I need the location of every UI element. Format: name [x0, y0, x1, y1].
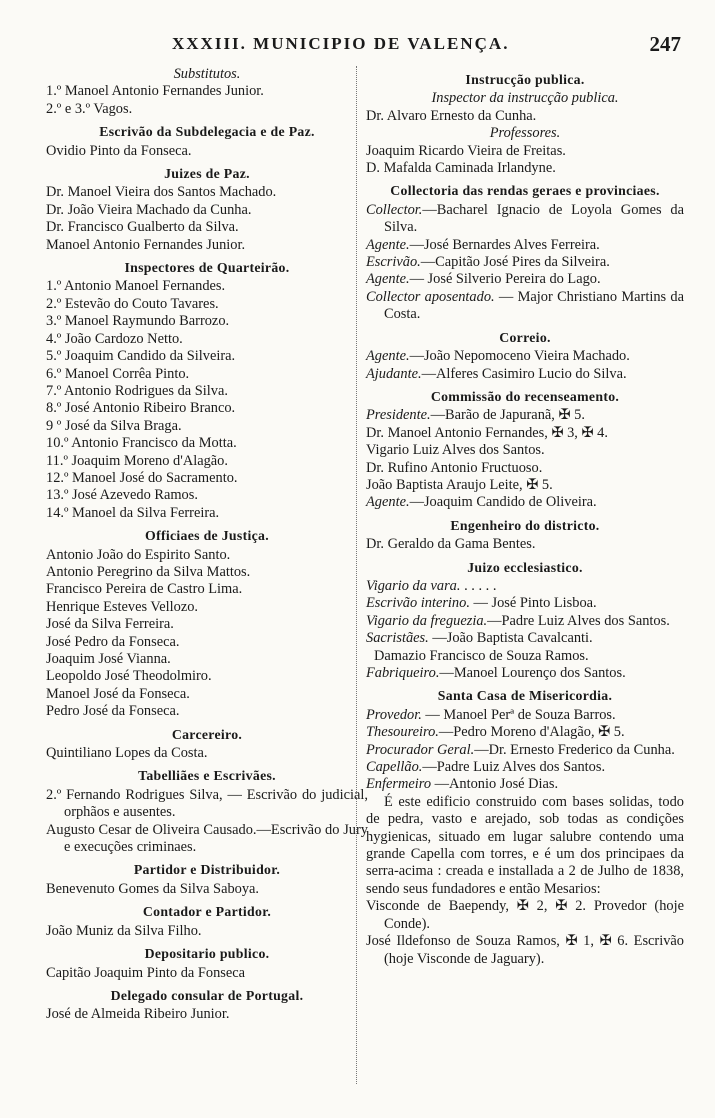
- page-header: [0, 34, 715, 58]
- list-item: Capitão Joaquim Pinto da Fonseca: [46, 964, 246, 981]
- section-heading: Depositario publico.: [144, 946, 270, 962]
- list-item: 11.º Joaquim Moreno d'Alagão.: [46, 452, 228, 469]
- subsection-heading: Inspector da instrucção publica.: [431, 90, 619, 107]
- list-item: Ovidio Pinto da Fonseca.: [46, 142, 192, 159]
- role-holder: —Alferes Casimiro Lucio do Silva.: [421, 365, 627, 382]
- role-entry: [366, 289, 684, 324]
- role-holder: —Capitão José Pires da Silveira.: [420, 254, 610, 271]
- list-item: 14.º Manoel da Silva Ferreira.: [46, 504, 220, 521]
- right-column: [366, 66, 684, 968]
- role-label: Agente.: [366, 348, 410, 365]
- list-item: Joaquim Ricardo Vieira de Freitas.: [366, 142, 566, 159]
- list-item: Antonio João do Espirito Santo.: [46, 546, 231, 563]
- page-title: XXXIII. MUNICIPIO DE VALENÇA.: [172, 34, 510, 53]
- role-holder: —Barão de Japuranã, ✠ 5.: [430, 407, 585, 424]
- role-entry: [366, 595, 684, 612]
- list-item: 2.º Estevão do Couto Tavares.: [46, 295, 219, 312]
- section-heading: Officiaes de Justiça.: [145, 528, 269, 544]
- description-paragraph: É este edificio construido com bases solidas, todo de pedra, vasto e arejado, sob todas as condições hygienicas, situado em lugar salubre contendo uma grande Capella com torres, e é um dos principaes da serra-acima : creada e installada a 2 de Julho de 1838, sendo seus fundadores e então Mesarios:: [366, 793, 684, 897]
- role-holder: —Bacharel Ignacio de Loyola Gomes da Silva.: [384, 201, 684, 236]
- section-heading: Tabelliães e Escrivães.: [138, 768, 276, 784]
- section-heading: Inspectores de Quarteirão.: [124, 260, 290, 276]
- list-item: Francisco Pereira de Castro Lima.: [46, 581, 243, 598]
- list-item: João Muniz da Silva Filho.: [46, 922, 202, 939]
- role-holder: —João Nepomoceno Vieira Machado.: [409, 348, 630, 365]
- role-entry: [366, 271, 684, 288]
- list-item: 4.º João Cardozo Netto.: [46, 330, 183, 347]
- role-entry: [366, 237, 684, 254]
- role-entry: [366, 776, 684, 793]
- role-label: Presidente.: [366, 407, 431, 424]
- role-holder: —Manoel Lourenço dos Santos.: [439, 665, 626, 681]
- list-item: Dr. Geraldo da Gama Bentes.: [366, 536, 536, 553]
- section-heading: Carcereiro.: [171, 726, 243, 742]
- role-label: Escrivão.: [366, 254, 421, 271]
- list-item: José de Almeida Ribeiro Junior.: [46, 1006, 230, 1023]
- role-holder: —Pedro Moreno d'Alagão, ✠ 5.: [438, 724, 625, 741]
- role-holder: —João Baptista Cavalcanti.: [428, 630, 593, 647]
- list-item: Quintiliano Lopes da Costa.: [46, 745, 208, 762]
- role-holder: —José Bernardes Alves Ferreira.: [409, 236, 600, 253]
- list-item: José da Silva Ferreira.: [46, 616, 174, 633]
- role-holder: —Joaquim Candido de Oliveira.: [409, 494, 597, 511]
- role-entry: [366, 254, 684, 271]
- list-item: 1.º Antonio Manoel Fernandes.: [46, 278, 226, 295]
- role-label: Vigario da vara.: [366, 577, 461, 594]
- role-entry: [366, 742, 684, 759]
- list-item: 5.º Joaquim Candido da Silveira.: [46, 348, 236, 365]
- role-holder: —Antonio José Dias.: [431, 776, 559, 793]
- role-holder: . . . . .: [460, 577, 497, 594]
- list-item: Visconde de Baependy, ✠ 2, ✠ 2. Provedor (hoje Conde).: [366, 898, 684, 932]
- role-entry: [366, 578, 684, 595]
- section-heading: Escrivão da Subdelegacia e de Paz.: [99, 124, 315, 140]
- role-label: Collector aposentado.: [366, 288, 495, 305]
- role-entry: [366, 202, 684, 237]
- list-item: Pedro José da Fonseca.: [46, 703, 180, 720]
- role-entry: [366, 348, 684, 365]
- list-item: Antonio Peregrino da Silva Mattos.: [46, 563, 251, 580]
- page-number: 247: [649, 32, 681, 56]
- role-label: Thesoureiro.: [366, 724, 439, 741]
- role-label: Escrivão interino.: [366, 595, 470, 612]
- role-label: Sacristães.: [366, 630, 429, 647]
- role-holder: — Major Christiano Martins da Costa.: [384, 288, 684, 323]
- list-item: José Pedro da Fonseca.: [46, 633, 180, 650]
- role-entry: [366, 613, 684, 630]
- section-heading: Juizes de Paz.: [164, 166, 250, 182]
- column-divider: [356, 66, 357, 1084]
- subsection-heading: Professores.: [489, 125, 561, 142]
- section-heading: Collectoria das rendas geraes e provinciaes.: [390, 183, 660, 199]
- list-item: Manoel Antonio Fernandes Junior.: [46, 236, 246, 253]
- role-label: Procurador Geral.: [366, 741, 475, 758]
- role-holder: — Manoel Perª de Souza Barros.: [421, 706, 616, 723]
- role-label: Provedor.: [366, 706, 422, 723]
- section-heading: Juizo ecclesiastico.: [467, 559, 583, 575]
- left-column: [46, 66, 368, 1024]
- list-item: 9 º José da Silva Braga.: [46, 417, 182, 434]
- role-entry: [366, 407, 684, 424]
- section-heading: Santa Casa de Misericordia.: [437, 688, 613, 704]
- role-label: Ajudante.: [366, 365, 422, 382]
- list-item: Henrique Esteves Vellozo.: [46, 598, 198, 615]
- list-item: Dr. Manoel Vieira dos Santos Machado.: [46, 184, 277, 201]
- list-item: 2.º Fernando Rodrigues Silva, — Escrivão do judicial, orphãos e ausentes.: [46, 786, 368, 821]
- list-item: D. Mafalda Caminada Irlandyne.: [366, 160, 556, 177]
- role-label: Vigario da freguezia.: [366, 612, 488, 629]
- list-item: Vigario Luiz Alves dos Santos.: [366, 442, 545, 459]
- role-entry: [366, 630, 684, 647]
- section-heading: Partidor e Distribuidor.: [133, 862, 281, 878]
- list-item: Manoel José da Fonseca.: [46, 685, 190, 702]
- role-label: Agente.: [366, 236, 410, 253]
- role-entry: [366, 724, 684, 741]
- list-item: João Baptista Araujo Leite, ✠ 5.: [366, 476, 553, 493]
- list-item: Dr. Rufino Antonio Fructuoso.: [366, 459, 543, 476]
- role-holder: —Dr. Ernesto Frederico da Cunha.: [474, 741, 675, 758]
- list-item: 8.º José Antonio Ribeiro Branco.: [46, 400, 236, 417]
- role-holder: — José Pinto Lisboa.: [469, 595, 597, 612]
- role-holder: —Padre Luiz Alves dos Santos.: [487, 612, 670, 629]
- role-holder: — José Silverio Pereira do Lago.: [409, 271, 601, 288]
- list-item: 10.º Antonio Francisco da Motta.: [46, 435, 237, 452]
- section-heading: Engenheiro do districto.: [450, 517, 600, 533]
- section-heading: Correio.: [499, 329, 551, 345]
- role-entry: [366, 759, 684, 776]
- list-item: Dr. Francisco Gualberto da Silva.: [46, 219, 239, 236]
- subsection-heading: Substitutos.: [173, 66, 241, 82]
- section-heading: Contador e Partidor.: [142, 904, 272, 920]
- role-label: Enfermeiro: [366, 776, 432, 793]
- list-item: Leopoldo José Theodolmiro.: [46, 668, 212, 685]
- list-item: Dr. João Vieira Machado da Cunha.: [46, 201, 252, 218]
- role-entry: [366, 707, 684, 724]
- role-entry: [366, 494, 684, 511]
- list-item: 2.º e 3.º Vagos.: [46, 100, 133, 117]
- list-item: Augusto Cesar de Oliveira Causado.—Escrivão do Jury e execuções criminaes.: [46, 821, 368, 856]
- role-label: Capellão.: [366, 759, 423, 776]
- role-entry: [366, 366, 684, 383]
- list-item: 6.º Manoel Corrêa Pinto.: [46, 365, 190, 382]
- list-item: 7.º Antonio Rodrigues da Silva.: [46, 382, 228, 399]
- list-item: Dr. Alvaro Ernesto da Cunha.: [366, 107, 537, 124]
- role-label: Agente.: [366, 494, 410, 511]
- section-heading: Delegado consular de Portugal.: [110, 987, 304, 1003]
- section-heading: Commissão do recenseamento.: [430, 388, 620, 404]
- section-heading: Instrucção publica.: [465, 72, 585, 87]
- role-label: Collector.: [366, 201, 423, 218]
- role-label: Agente.: [366, 271, 410, 288]
- list-item: Damazio Francisco de Souza Ramos.: [374, 647, 589, 664]
- list-item: 13.º José Azevedo Ramos.: [46, 487, 198, 504]
- role-label: Fabriqueiro.: [366, 665, 440, 681]
- list-item: Joaquim José Vianna.: [46, 651, 171, 667]
- role-entry: [366, 665, 684, 682]
- list-item: Benevenuto Gomes da Silva Saboya.: [46, 880, 260, 897]
- role-holder: —Padre Luiz Alves dos Santos.: [422, 759, 606, 776]
- list-item: 3.º Manoel Raymundo Barrozo.: [46, 313, 230, 330]
- list-item: 12.º Manoel José do Sacramento.: [46, 469, 238, 486]
- list-item: 1.º Manoel Antonio Fernandes Junior.: [46, 83, 264, 100]
- list-item: José Ildefonso de Souza Ramos, ✠ 1, ✠ 6. Escrivão (hoje Visconde de Jaguary).: [366, 933, 684, 967]
- list-item: Dr. Manoel Antonio Fernandes, ✠ 3, ✠ 4.: [366, 424, 608, 441]
